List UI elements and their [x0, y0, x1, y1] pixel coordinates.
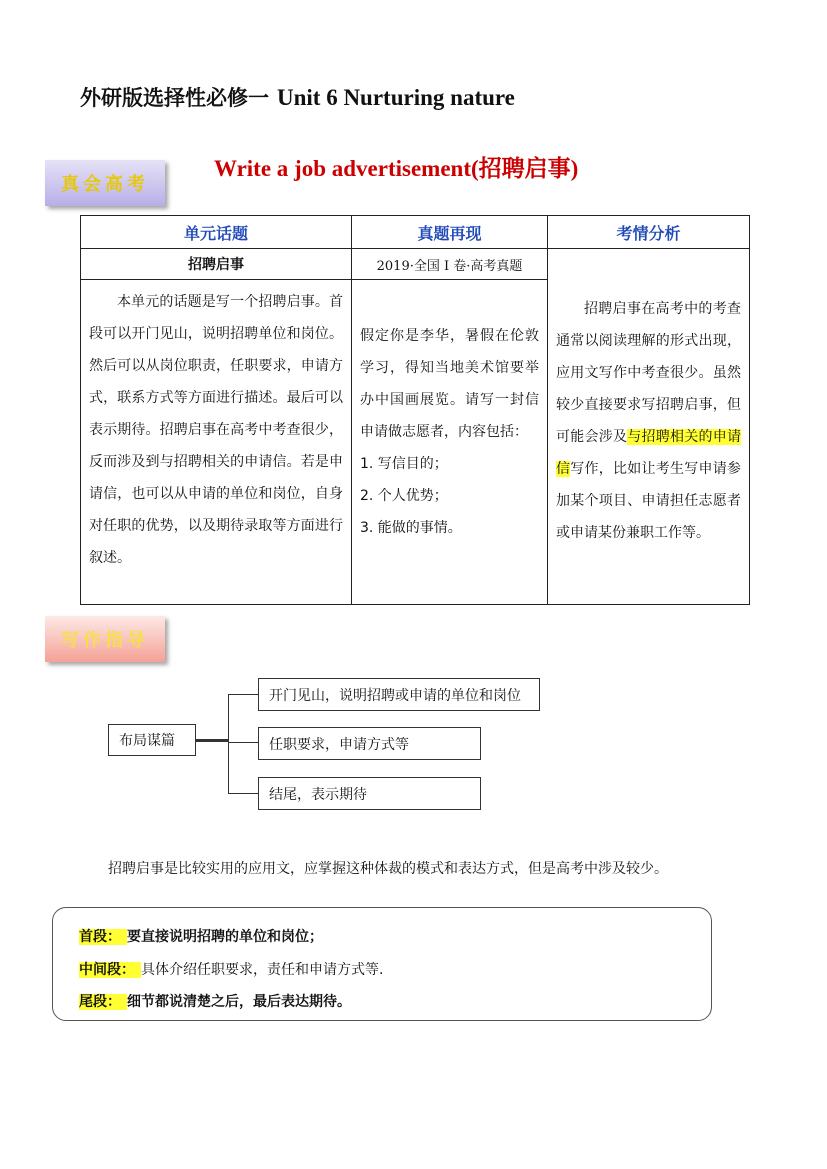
note-middle-paragraph [79, 959, 383, 979]
subheader-topic: 招聘启事 [81, 249, 352, 280]
subheader-exam-source: 2019·全国 I 卷·高考真题 [352, 249, 548, 280]
header-unit-topic: 单元话题 [81, 216, 352, 249]
note-label: 中间段： [79, 962, 141, 978]
exam-item: 3. 能做的事情。 [360, 520, 462, 536]
diagram-root: 布局谋篇 [108, 724, 196, 756]
diagram-branch: 任职要求，申请方式等 [258, 727, 481, 760]
exam-item: 2. 个人优势； [360, 488, 448, 504]
connector-line [228, 694, 258, 695]
header-real-exam: 真题再现 [352, 216, 548, 249]
section-badge-writing: 写作指导 [45, 616, 165, 662]
page-title-cn: 外研版选择性必修一 [80, 85, 269, 110]
diagram-branch: 结尾，表示期待 [258, 777, 481, 810]
exam-item: 1. 写信目的； [360, 456, 448, 472]
note-last-paragraph [79, 991, 351, 1011]
page-title-en: Unit 6 Nurturing nature [277, 85, 515, 110]
connector-line [196, 739, 229, 742]
exam-cell [352, 280, 548, 605]
analysis-text: 招聘启事在高考中的考查通常以阅读理解的形式出现，应用文写作中考查很少。虽然较少直接要求写招聘启事，但可能会涉及与招聘相关的申请信写作，比如让考生写申请参加某个项目、申请担任志愿者或申请某份兼职工作等。 [556, 301, 741, 541]
highlight-application-letter: 与招聘相关的申请信 [556, 429, 741, 477]
analysis-table [80, 215, 750, 605]
page-title [80, 82, 515, 112]
connector-line [228, 742, 258, 743]
topic-cell [81, 280, 352, 605]
note-label: 首段： [79, 929, 127, 945]
note-label: 尾段： [79, 994, 127, 1010]
table-header-row [81, 216, 750, 249]
header-analysis: 考情分析 [548, 216, 750, 249]
exam-prompt [352, 280, 547, 544]
note-text: 具体介绍任职要求，责任和申请方式等. [141, 962, 384, 978]
lesson-subtitle: Write a job advertisement(招聘启事) [214, 156, 579, 181]
topic-text: 本单元的话题是写一个招聘启事。首段可以开门见山，说明招聘单位和岗位。然后可以从岗位职责，任职要求，申请方式，联系方式等方面进行描述。最后可以表示期待。招聘启事在高考中考查很少，反而涉及到与招聘相关的申请信。若是申请信，也可以从申请的单位和岗位，自身对任职的优势，以及期待录取等方面进行叙述。 [89, 294, 343, 566]
section-badge-exam: 真会高考 [45, 160, 165, 206]
summary-text: 招聘启事是比较实用的应用文，应掌握这种体裁的模式和表达方式，但是高考中涉及较少。 [108, 861, 668, 877]
note-text: 要直接说明招聘的单位和岗位； [127, 929, 323, 945]
analysis-cell [548, 249, 750, 605]
exam-intro: 假定你是李华，暑假在伦敦学习，得知当地美术馆要举办中国画展览。请写一封信申请做志愿者，内容包括： [360, 328, 539, 440]
note-text: 细节都说清楚之后，最后表达期待。 [127, 994, 351, 1010]
note-first-paragraph [79, 926, 323, 946]
table-subheader-row [81, 249, 750, 280]
notes-box [52, 907, 712, 1021]
connector-line [228, 793, 258, 794]
connector-line [228, 694, 229, 794]
diagram-branch: 开门见山，说明招聘或申请的单位和岗位 [258, 678, 540, 711]
